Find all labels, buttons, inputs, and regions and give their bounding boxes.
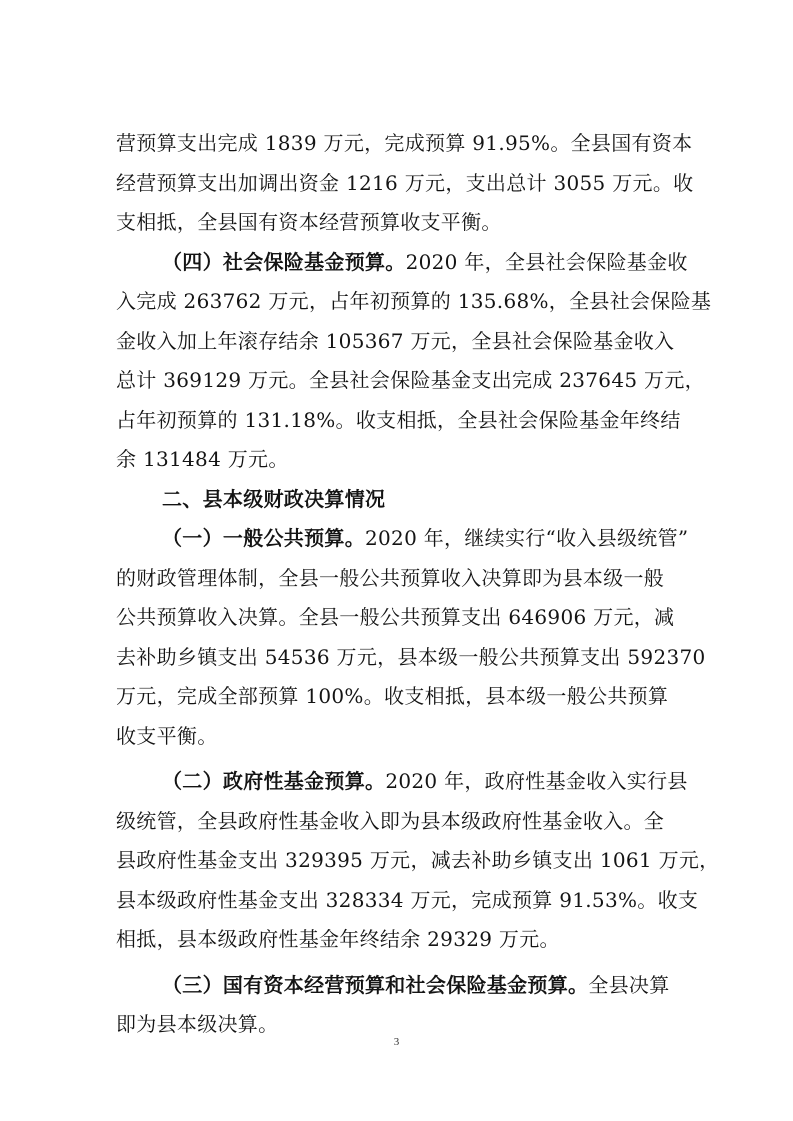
text-run: 全县决算 xyxy=(588,972,670,997)
text-line: 县政府性基金支出 329395 万元，减去补助乡镇支出 1061 万元， xyxy=(116,848,720,872)
text-run: 2020 年，全县社会保险基金收 xyxy=(405,249,688,274)
paragraph-heading: （一）一般公共预算。 xyxy=(162,526,365,550)
text-line: 经营预算支出加调出资金 1216 万元，支出总计 3055 万元。收 xyxy=(116,170,694,195)
text-line: 相抵，县本级政府性基金年终结余 29329 万元。 xyxy=(116,927,560,951)
paragraph-state-capital-continuation xyxy=(116,124,694,243)
text-line xyxy=(116,762,688,802)
text-line: 入完成 263762 万元，占年初预算的 135.68%，全县社会保险基 xyxy=(116,289,712,313)
text-line: 的财政管理体制，全县一般公共预算收入决算即为县本级一般 xyxy=(116,565,665,590)
text-line: 县本级政府性基金支出 328334 万元，完成预算 91.53%。收支 xyxy=(116,887,699,912)
text-line: 金收入加上年滚存结余 105367 万元，全县社会保险基金收入 xyxy=(116,328,675,353)
text-line: 级统管，全县政府性基金收入即为县本级政府性基金收入。全 xyxy=(116,808,665,833)
text-line xyxy=(116,243,688,283)
text-line xyxy=(116,966,680,1006)
text-run: 2020 年，继续实行“收入县级统管” xyxy=(365,526,689,550)
page-number: 3 xyxy=(393,1036,400,1048)
text-line: 占年初预算的 131.18%。收支相抵，全县社会保险基金年终结 xyxy=(116,407,681,432)
text-line: 即为县本级决算。 xyxy=(116,1012,279,1036)
text-run: 2020 年，政府性基金收入实行县 xyxy=(385,769,688,793)
paragraph-social-insurance-fund xyxy=(116,243,712,480)
paragraph-heading: （三）国有资本经营预算和社会保险基金预算。 xyxy=(162,972,589,997)
paragraph-government-fund-budget xyxy=(116,762,720,960)
paragraph-heading: （二）政府性基金预算。 xyxy=(162,769,386,793)
text-line: 收支平衡。 xyxy=(116,723,218,748)
paragraph-heading: （四）社会保险基金预算。 xyxy=(162,249,406,274)
text-line: 万元，完成全部预算 100%。收支相抵，县本级一般公共预算 xyxy=(116,684,669,708)
section-heading: 二、县本级财政决算情况 xyxy=(162,486,386,511)
paragraph-state-capital-and-social-insurance xyxy=(116,966,680,1045)
text-line: 支相抵，全县国有资本经营预算收支平衡。 xyxy=(116,210,502,234)
text-line: 总计 369129 万元。全县社会保险基金支出完成 237645 万元， xyxy=(116,368,705,392)
text-line: 余 131484 万元。 xyxy=(116,447,289,471)
text-line: 去补助乡镇支出 54536 万元，县本级一般公共预算支出 592370 xyxy=(116,644,706,669)
text-line: 公共预算收入决算。全县一般公共预算支出 646906 万元，减 xyxy=(116,605,675,629)
paragraph-general-public-budget xyxy=(116,519,706,756)
text-line xyxy=(116,519,689,559)
text-line: 营预算支出完成 1839 万元，完成预算 91.95%。全县国有资本 xyxy=(116,131,693,155)
